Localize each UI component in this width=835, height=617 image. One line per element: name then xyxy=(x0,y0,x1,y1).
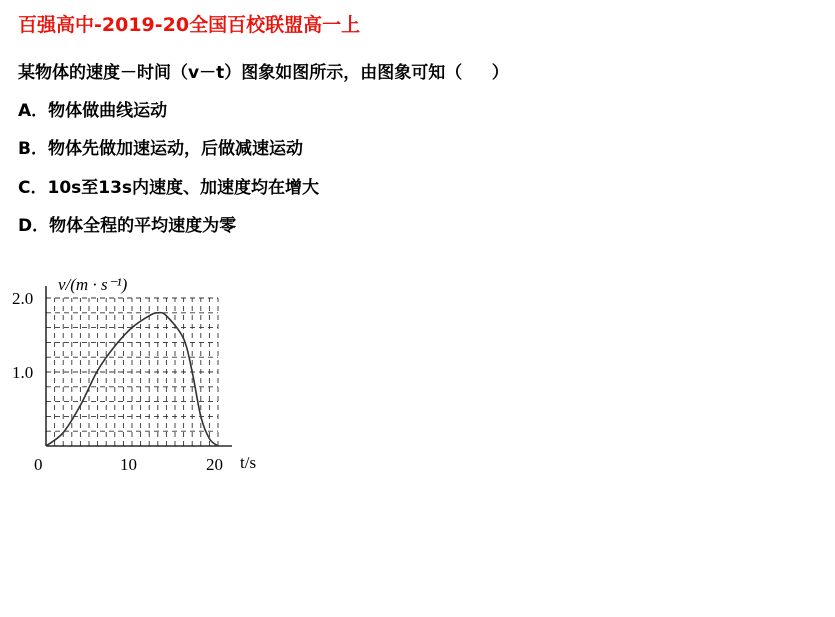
x-axis-label: t/s xyxy=(240,453,257,472)
x-tick-label: 20 xyxy=(206,455,223,474)
x-tick-label: 0 xyxy=(34,455,43,474)
option-d xyxy=(18,211,236,236)
y-tick-label: 2.0 xyxy=(12,289,34,308)
option-c xyxy=(18,173,319,198)
option-c-text: 10s至13s内速度、加速度均在增大 xyxy=(47,178,320,198)
option-d-label: D． xyxy=(18,216,50,236)
option-a xyxy=(18,96,167,121)
y-axis-label: v/(m · s⁻¹) xyxy=(58,275,128,294)
option-b xyxy=(18,134,303,159)
option-b-text: 物体先做加速运动，后做减速运动 xyxy=(47,139,303,159)
option-d-text: 物体全程的平均速度为零 xyxy=(49,216,237,236)
option-c-label: C． xyxy=(18,178,48,198)
option-b-label: B． xyxy=(18,139,48,159)
x-tick-label: 10 xyxy=(120,455,137,474)
question-stem: 某物体的速度－时间（v－t）图象如图所示，由图象可知（ ） xyxy=(18,63,509,83)
y-tick-label: 1.0 xyxy=(12,363,34,382)
exam-source-header: 百强高中-2019-20全国百校联盟高一上 xyxy=(18,14,361,36)
option-a-label: A． xyxy=(18,101,49,121)
velocity-time-graph xyxy=(0,270,300,490)
option-a-text: 物体做曲线运动 xyxy=(48,101,168,121)
